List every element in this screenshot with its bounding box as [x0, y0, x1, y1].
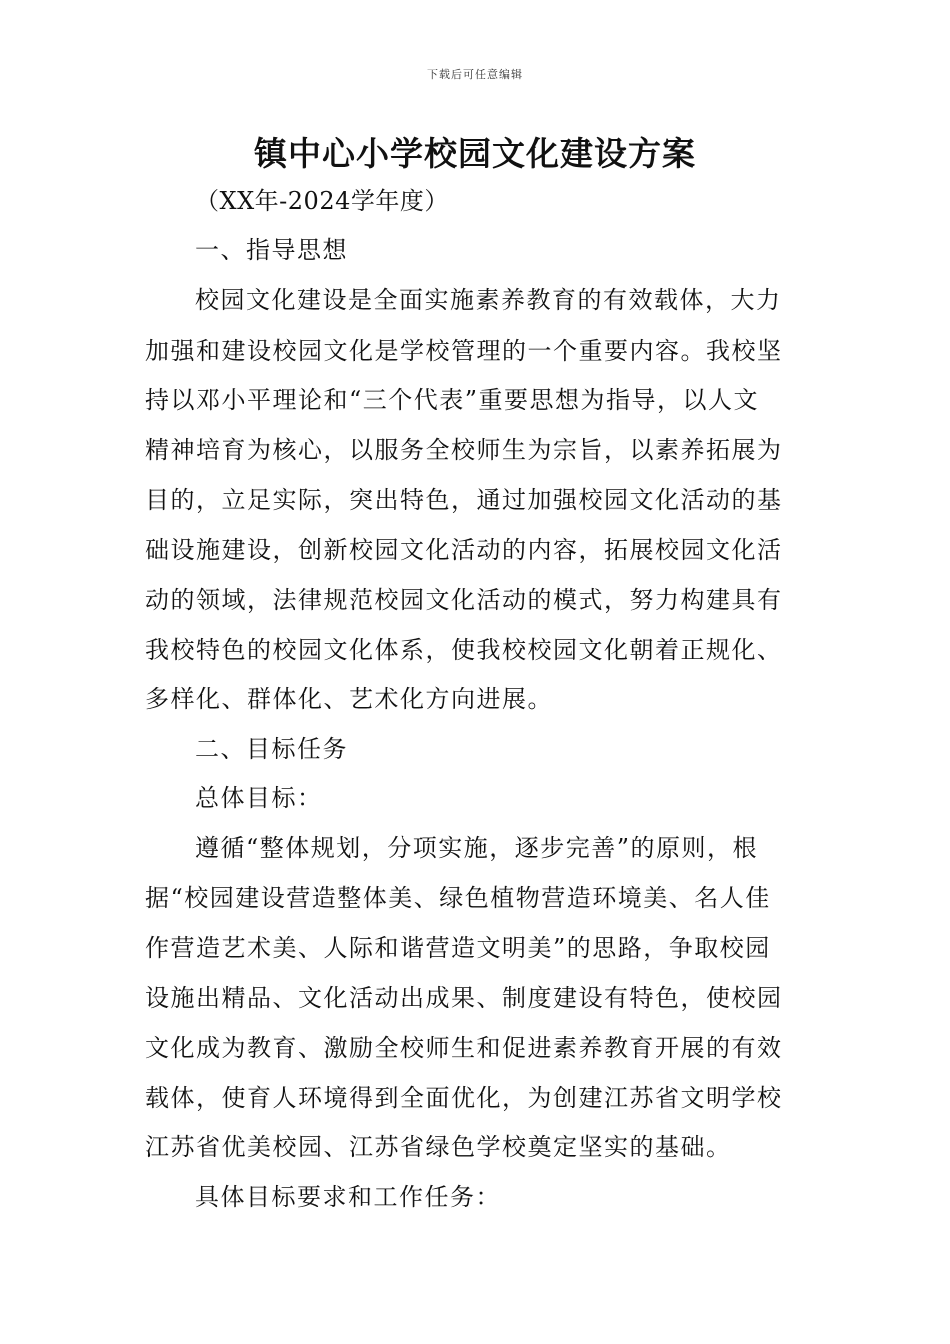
paragraph-line: 文化成为教育、激励全校师生和促进素养教育开展的有效 [145, 1034, 783, 1062]
overall-goal-label: 总体目标： [195, 784, 323, 812]
paragraph-line: 我校特色的校园文化体系，使我校校园文化朝着正规化、 [145, 636, 783, 664]
paragraph-line: 持以邓小平理论和“三个代表”重要思想为指导，以人文 [145, 386, 760, 414]
document-title: 镇中心小学校园文化建设方案 [254, 134, 696, 173]
paragraph-line: 江苏省优美校园、江苏省绿色学校奠定坚实的基础。 [145, 1133, 732, 1161]
paragraph-line: 动的领域，法律规范校园文化活动的模式，努力构建具有 [145, 586, 783, 614]
header-note: 下载后可任意编辑 [427, 68, 523, 81]
paragraph-line: 础设施建设，创新校园文化活动的内容，拓展校园文化活 [145, 536, 783, 564]
paragraph-line: 精神培育为核心，以服务全校师生为宗旨，以素养拓展为 [145, 436, 783, 464]
paragraph-line: 加强和建设校园文化是学校管理的一个重要内容。我校坚 [145, 337, 783, 365]
paragraph-line: 据“校园建设营造整体美、绿色植物营造环境美、名人佳 [145, 884, 771, 912]
paragraph-line: 目的，立足实际，突出特色，通过加强校园文化活动的基 [145, 486, 783, 514]
paragraph-line: 校园文化建设是全面实施素养教育的有效载体，大力 [195, 286, 782, 314]
paragraph-line: 多样化、群体化、艺术化方向进展。 [145, 685, 553, 713]
paragraph-line: 作营造艺术美、人际和谐营造文明美”的思路，争取校园 [145, 934, 771, 962]
paragraph-line: 遵循“整体规划，分项实施，逐步完善”的原则，根 [195, 834, 759, 862]
document-subtitle: （XX年-2024学年度） [195, 187, 449, 215]
section2-heading: 二、目标任务 [195, 735, 348, 763]
specific-goals-label: 具体目标要求和工作任务： [195, 1183, 501, 1211]
section1-heading: 一、指导思想 [195, 236, 348, 264]
paragraph-line: 载体，使育人环境得到全面优化，为创建江苏省文明学校 [145, 1084, 783, 1112]
paragraph-line: 设施出精品、文化活动出成果、制度建设有特色，使校园 [145, 984, 783, 1012]
